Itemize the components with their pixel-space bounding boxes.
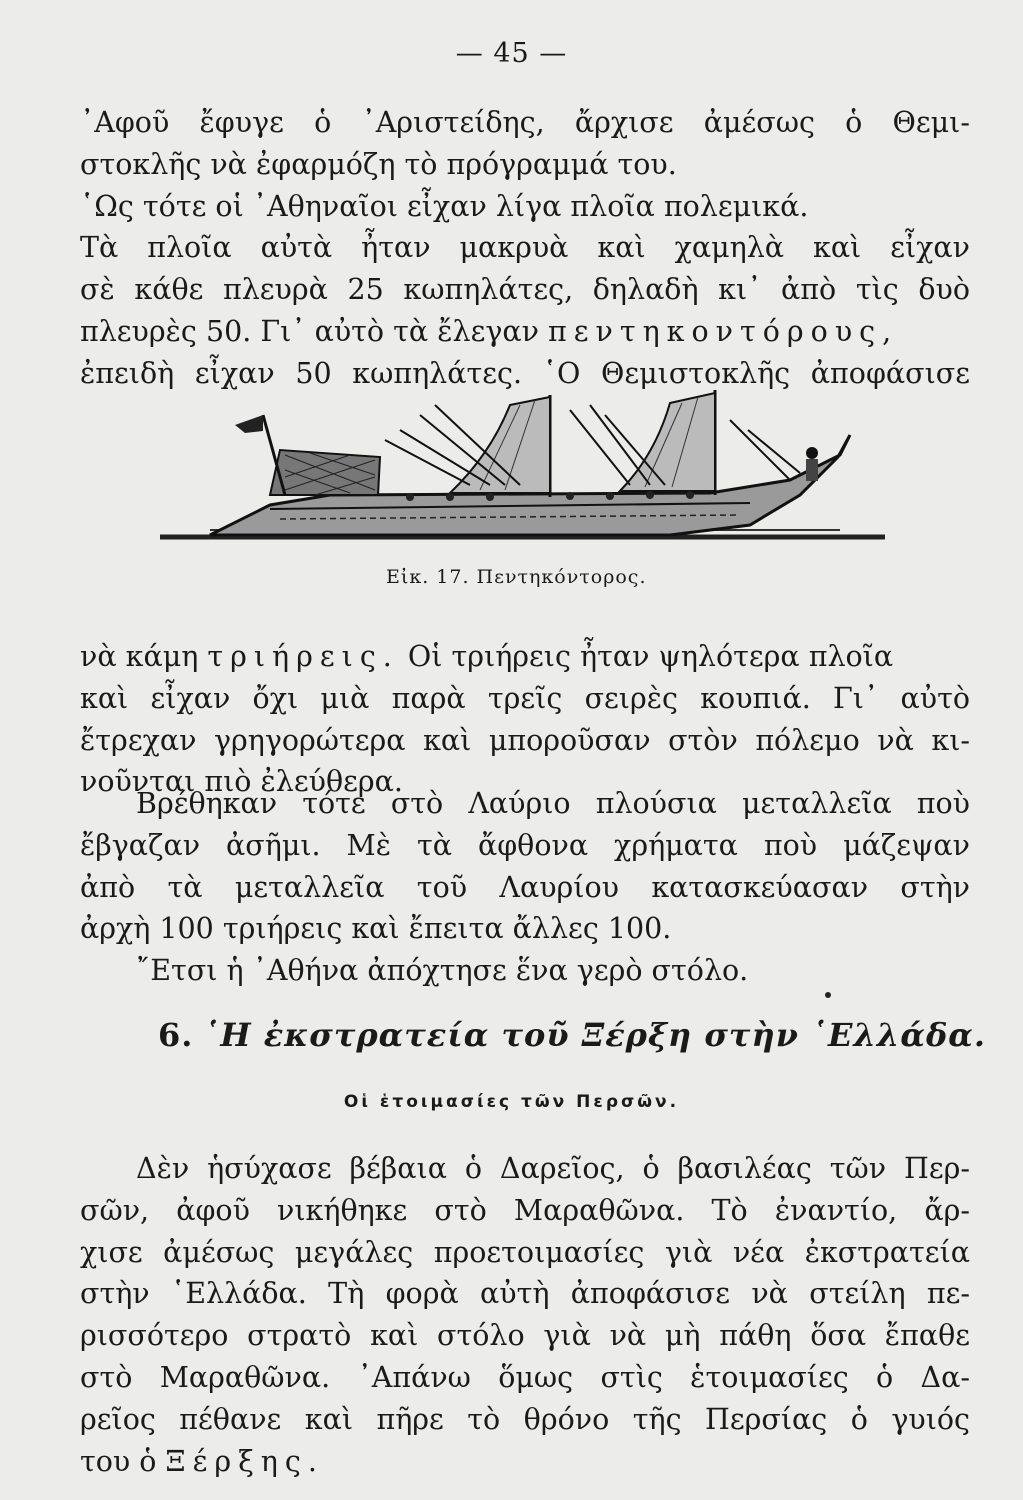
text-line: ἀρχὴ 100 τριήρεις καὶ ἔπειτα ἄλλες 100.	[80, 912, 672, 946]
text-line: ἔβγαζαν ἀσῆμι. Μὲ τὰ ἄφθονα χρήματα ποὺ μάζεψαν	[80, 828, 970, 862]
paragraph-1	[80, 102, 970, 395]
text-line: ῎Ετσι ἡ ᾿Αθήνα ἀπόχτησε ἕνα γερὸ στόλο.	[136, 954, 749, 988]
text-line: σῶν, ἀφοῦ νικήθηκε στὸ Μαραθῶνα. Τὸ ἐναντίο, ἄρ-	[80, 1193, 970, 1227]
text-line: ἀπὸ τὰ μεταλλεῖα τοῦ Λαυρίου κατασκεύασαν στὴν	[80, 870, 970, 904]
text-line: ρισσότερο στρατὸ καὶ στόλο γιὰ νὰ μὴ πάθη ὅσα ἔπαθε	[80, 1319, 970, 1353]
section-subtitle: Οἱ ἑτοιμασίες τῶν Περσῶν.	[343, 1092, 680, 1112]
paragraph-4	[80, 1148, 970, 1482]
text-line	[80, 311, 970, 353]
spaced-word: Ξέρξης.	[165, 1444, 324, 1478]
spaced-word: τριήρεις.	[207, 640, 399, 673]
figure-caption: Εἰκ. 17. Πεντηκόντορος.	[386, 566, 647, 588]
page-number: — 45 —	[455, 38, 568, 69]
text-line	[80, 636, 970, 678]
text-line: ἐπειδὴ εἶχαν 50 κωπηλάτες. ῾Ο Θεμιστοκλῆς ἀποφάσισε	[80, 356, 970, 390]
text-line: Δὲν ἡσύχασε βέβαια ὁ Δαρεῖος, ὁ βασιλέας τῶν Περ-	[136, 1152, 970, 1185]
text-line: Βρέθηκαν τότε στὸ Λαύριο πλούσια μεταλλεῖα ποὺ	[136, 787, 970, 820]
text-line: στὸ Μαραθῶνα. ᾿Απάνω ὅμως στὶς ἑτοιμασίες ὁ Δα-	[80, 1360, 970, 1394]
text-span: πλευρὲς 50. Γι᾿ αὐτὸ τὰ ἔλεγαν	[80, 314, 539, 348]
section-heading	[158, 1016, 987, 1054]
spaced-word: πεντηκοντόρους,	[548, 314, 899, 348]
text-line: ῾Ως τότε οἱ ᾿Αθηναῖοι εἶχαν λίγα πλοῖα πολεμικά.	[80, 189, 809, 223]
paragraph-2	[80, 636, 970, 803]
text-span: Οἱ τριήρεις ἦταν ψηλότερα πλοῖα	[407, 640, 894, 673]
text-line: Τὰ πλοῖα αὐτὰ ἦταν μακρυὰ καὶ χαμηλὰ καὶ εἶχαν	[80, 231, 970, 265]
text-line: χισε ἀμέσως μεγάλες προετοιμασίες γιὰ νέα ἐκστρατεία	[80, 1235, 970, 1269]
text-line: σὲ κάθε πλευρὰ 25 κωπηλάτες, δηλαδὴ κι᾿ ἀπὸ τὶς δυὸ	[80, 273, 970, 307]
pentekonter-ship-illustration	[150, 385, 890, 555]
text-line: στὴν ῾Ελλάδα. Τὴ φορὰ αὐτὴ ἀποφάσισε νὰ στείλη πε-	[80, 1277, 970, 1311]
text-line: ἔτρεχαν γρηγορώτερα καὶ μποροῦσαν στὸν πόλεμο νὰ κι-	[80, 723, 970, 757]
text-line	[80, 1441, 970, 1483]
section-number: 6.	[158, 1016, 194, 1054]
text-line: ρεῖος πέθανε καὶ πῆρε τὸ θρόνο τῆς Περσίας ὁ γυιός	[80, 1402, 970, 1436]
ink-dot	[825, 992, 831, 998]
section-title: ῾Η ἐκστρατεία τοῦ Ξέρξη στὴν ῾Ελλάδα.	[203, 1016, 987, 1054]
text-line: νοῦνται πιὸ ἐλεύθερα.	[80, 765, 403, 799]
text-line: στοκλῆς νὰ ἐφαρμόζη τὸ πρόγραμμά του.	[80, 147, 677, 181]
text-line: ᾿Αφοῦ ἔφυγε ὁ ᾿Αριστείδης, ἄρχισε ἀμέσως ὁ Θεμι-	[80, 106, 970, 139]
text-span: νὰ κάμη	[80, 640, 199, 673]
text-span: του ὁ	[80, 1444, 157, 1478]
paragraph-3	[80, 783, 970, 992]
text-line: καὶ εἶχαν ὄχι μιὰ παρὰ τρεῖς σειρὲς κουπιά. Γι᾿ αὐτὸ	[80, 681, 970, 715]
